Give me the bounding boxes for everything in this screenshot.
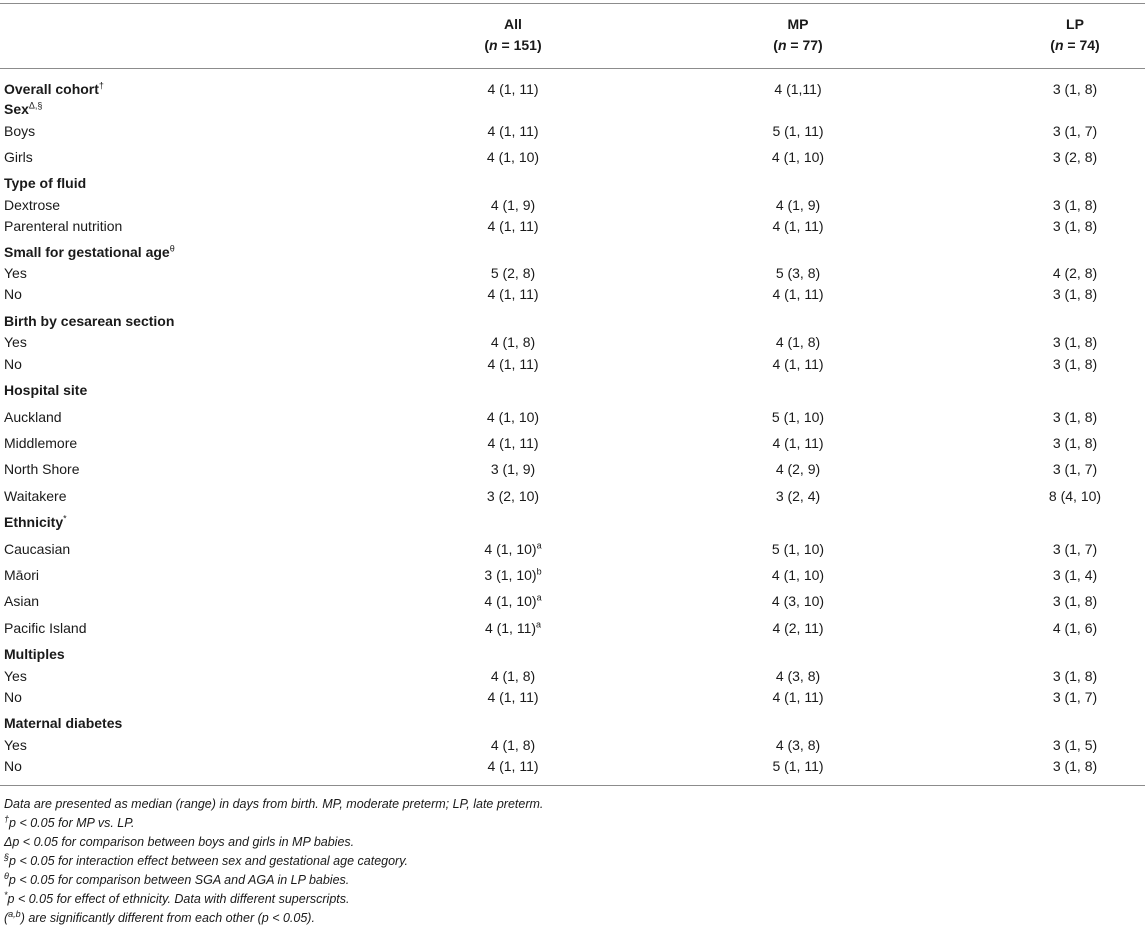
table-row [0,121,1145,142]
top-rule [0,3,1145,4]
table-row [0,332,1145,353]
cell-all: 4 (1, 8) [490,668,536,684]
row-label: Asian [4,593,40,609]
cell-lp: 3 (1, 8) [1052,334,1098,350]
cell-mp: 4 (1,11) [774,81,822,97]
table-row [0,284,1145,305]
cell-lp: 4 (1, 6) [1052,620,1098,636]
row-label: Yes [4,737,27,753]
cell-lp: 3 (1, 8) [1052,409,1098,425]
footnote: *p < 0.05 for effect of ethnicity. Data with different superscripts. [4,889,350,906]
row-label: Auckland [4,409,62,425]
column-header-mp-name: MP [787,16,809,32]
table-row [0,147,1145,168]
cell-all: 4 (1, 11) [487,218,539,234]
footnote: §p < 0.05 for interaction effect between sex and gestational age category. [4,851,409,868]
cell-all: 4 (1, 11) [487,435,539,451]
row-label: Yes [4,668,27,684]
column-header-all-n: (n = 151) [484,37,542,53]
cell-all: 4 (1, 10)$^a$ [484,540,542,557]
table-row [0,666,1145,687]
section-label: Maternal diabetes [4,715,123,731]
cell-lp: 3 (1, 8) [1052,197,1098,213]
cell-all: 3 (1, 9) [490,461,536,477]
cell-all: 4 (1, 9) [490,197,536,213]
cell-all: 4 (1, 8) [490,334,536,350]
header-rule [0,68,1145,69]
table-row [0,756,1145,777]
section-label: Multiples [4,646,65,662]
table-row [0,433,1145,454]
cell-mp: 4 (2, 9) [775,461,821,477]
cell-all: 4 (1, 11) [487,123,539,139]
column-header-lp-n: (n = 74) [1050,37,1100,53]
cell-lp: 8 (4, 10) [1048,488,1102,504]
cell-lp: 4 (2, 8) [1052,265,1098,281]
cell-lp: 3 (1, 8) [1052,668,1098,684]
cell-lp: 3 (1, 7) [1052,123,1098,139]
column-header-all-name: All [504,16,522,32]
section-row [0,380,1145,401]
cell-mp: 4 (2, 11) [772,620,824,636]
table-row [0,735,1145,756]
section-row [0,713,1145,734]
cell-all: 4 (1, 11) [487,689,539,705]
section-row [0,173,1145,194]
column-header-lp-name: LP [1066,16,1084,32]
row-label: Boys [4,123,36,139]
cell-mp: 4 (1, 8) [775,334,821,350]
section-row [0,79,1145,100]
cell-mp: 4 (1, 11) [772,689,824,705]
section-row [0,311,1145,332]
section-row [0,99,1145,120]
section-row [0,644,1145,665]
row-label: Caucasian [4,541,71,557]
row-label: Yes [4,265,27,281]
cell-mp: 4 (1, 10) [771,567,825,583]
cell-lp: 3 (1, 8) [1052,81,1098,97]
row-label: No [4,356,22,372]
table-row [0,407,1145,428]
section-label: Small for gestational age$^\theta$ [4,243,175,260]
section-label: Sex$^{\Delta,\S}$ [4,100,43,117]
cell-mp: 4 (3, 10) [771,593,825,609]
row-label: Girls [4,149,33,165]
cell-all: 4 (1, 11)$^a$ [484,619,542,636]
cell-lp: 3 (1, 8) [1052,435,1098,451]
cell-all: 5 (2, 8) [490,265,536,281]
cell-lp: 3 (1, 8) [1052,218,1098,234]
footnote: Δp < 0.05 for comparison between boys and girls in MP babies. [4,835,355,849]
row-label: Yes [4,334,27,350]
row-label: No [4,286,22,302]
section-label: Type of fluid [4,175,87,191]
table-row [0,539,1145,560]
cell-mp: 4 (3, 8) [775,737,821,753]
cell-lp: 3 (1, 4) [1052,567,1098,583]
bottom-rule [0,785,1145,786]
cell-lp: 3 (2, 8) [1052,149,1098,165]
cell-lp: 3 (1, 7) [1052,689,1098,705]
cell-all: 4 (1, 8) [490,737,536,753]
cell-all: 4 (1, 10) [486,409,540,425]
section-label: Hospital site [4,382,88,398]
cell-mp: 4 (1, 10) [771,149,825,165]
row-label: Parenteral nutrition [4,218,123,234]
cell-mp: 5 (1, 11) [772,758,824,774]
section-label: Ethnicity* [4,513,67,530]
cell-lp: 3 (1, 5) [1052,737,1098,753]
cell-mp: 4 (1, 11) [772,435,824,451]
cell-lp: 3 (1, 8) [1052,758,1098,774]
cell-all: 4 (1, 11) [487,758,539,774]
table-row [0,618,1145,639]
table-row [0,591,1145,612]
cell-all: 4 (1, 11) [487,81,539,97]
table-row [0,687,1145,708]
cell-all: 3 (2, 10) [486,488,540,504]
section-label: Overall cohort† [4,80,104,97]
table-row [0,263,1145,284]
cell-all: 3 (1, 10)$^b$ [484,566,542,583]
cell-all: 4 (1, 11) [487,286,539,302]
cell-lp: 3 (1, 8) [1052,286,1098,302]
row-label: Middlemore [4,435,78,451]
row-label: Māori [4,567,40,583]
cell-mp: 4 (1, 11) [772,356,824,372]
footnote: ($^{a,b}$) are significantly different from each other (p < 0.05). [4,908,315,925]
cell-mp: 4 (1, 11) [772,286,824,302]
row-label: Waitakere [4,488,67,504]
cell-lp: 3 (1, 7) [1052,541,1098,557]
row-label: No [4,758,22,774]
column-header-mp [733,14,863,56]
footnote: Data are presented as median (range) in days from birth. MP, moderate preterm; LP, late preterm. [4,797,544,811]
cell-mp: 3 (2, 4) [775,488,821,504]
cell-mp: 5 (1, 11) [772,123,824,139]
section-row [0,242,1145,263]
cell-lp: 3 (1, 7) [1052,461,1098,477]
column-header-lp [1015,14,1135,56]
cell-mp: 4 (1, 9) [775,197,821,213]
table-row [0,216,1145,237]
table-row [0,195,1145,216]
table-footnotes [4,795,543,928]
cell-mp: 4 (3, 8) [775,668,821,684]
column-header-mp-n: (n = 77) [773,37,823,53]
cell-all: 4 (1, 10) [486,149,540,165]
table-row [0,354,1145,375]
row-label: Pacific Island [4,620,87,636]
table-row [0,459,1145,480]
footnote: †p < 0.05 for MP vs. LP. [4,813,135,830]
cell-mp: 5 (1, 10) [771,409,825,425]
cell-mp: 5 (1, 10) [771,541,825,557]
table-row [0,486,1145,507]
section-label: Birth by cesarean section [4,313,175,329]
cell-lp: 3 (1, 8) [1052,356,1098,372]
cell-mp: 4 (1, 11) [772,218,824,234]
cell-mp: 5 (3, 8) [775,265,821,281]
footnote: $^\theta$p < 0.05 for comparison between SGA and AGA in LP babies. [4,870,350,887]
table-row [0,565,1145,586]
row-label: No [4,689,22,705]
cell-all: 4 (1, 11) [487,356,539,372]
row-label: Dextrose [4,197,61,213]
column-header-all [448,14,578,56]
section-row [0,512,1145,533]
row-label: North Shore [4,461,80,477]
cell-lp: 3 (1, 8) [1052,593,1098,609]
cell-all: 4 (1, 10)$^a$ [484,592,542,609]
